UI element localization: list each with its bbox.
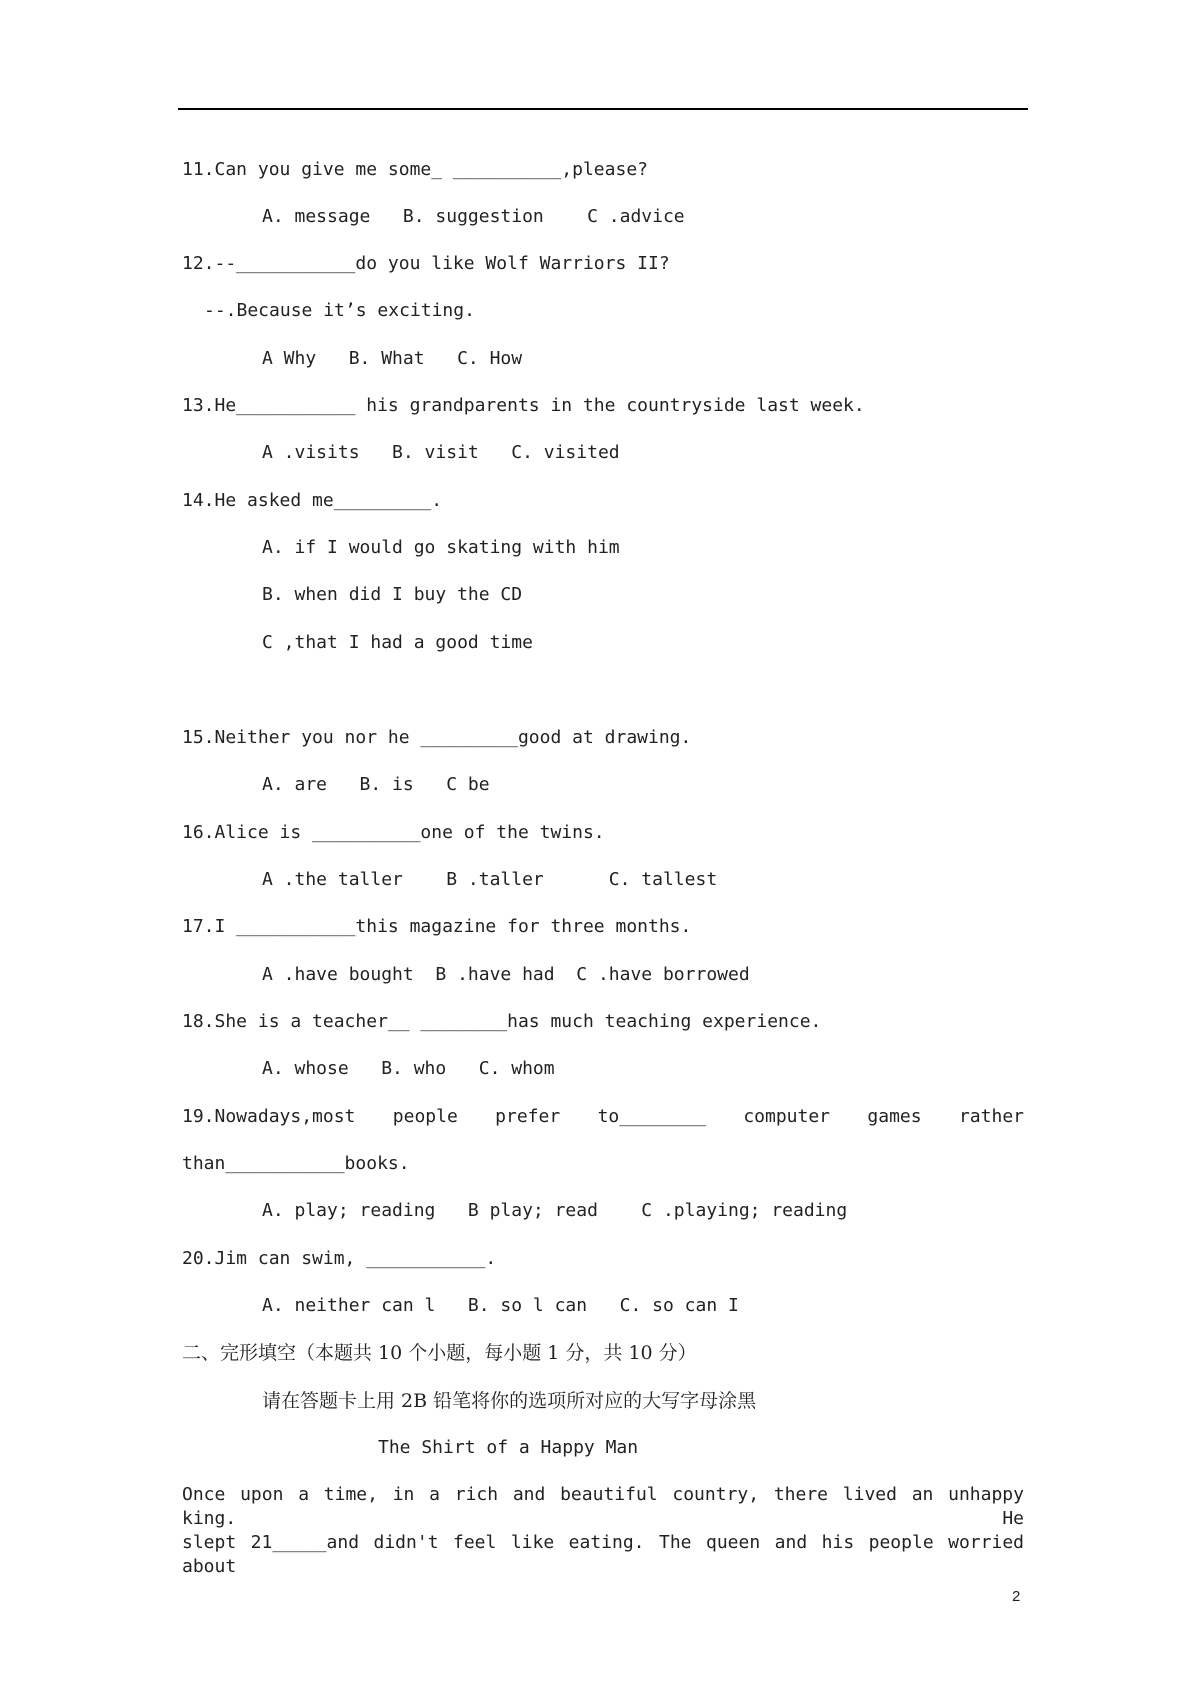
- question-13-options: A .visits B. visit C. visited: [262, 442, 620, 463]
- question-16-stem: 16.Alice is __________one of the twins.: [182, 822, 605, 843]
- question-19-stem-line1: 19.Nowadays,most people prefer to________ computer games rather: [182, 1106, 1024, 1127]
- passage-title: The Shirt of a Happy Man: [378, 1437, 639, 1458]
- question-11-options: A. message B. suggestion C .advice: [262, 206, 685, 227]
- question-12-answer: --.Because it’s exciting.: [204, 300, 475, 321]
- page-number: 2: [1012, 1588, 1021, 1605]
- question-16-options: A .the taller B .taller C. tallest: [262, 869, 718, 890]
- question-15-options: A. are B. is C be: [262, 774, 490, 795]
- question-12-stem: 12.--___________do you like Wolf Warriors II?: [182, 253, 670, 274]
- header-rule: [178, 108, 1028, 110]
- question-18-stem: 18.She is a teacher__ ________has much teaching experience.: [182, 1011, 822, 1032]
- question-17-options: A .have bought B .have had C .have borrowed: [262, 964, 750, 985]
- question-15-stem: 15.Neither you nor he _________good at drawing.: [182, 727, 692, 748]
- question-14-option-b: B. when did I buy the CD: [262, 584, 523, 605]
- question-18-options: A. whose B. who C. whom: [262, 1058, 555, 1079]
- section-2-instruction: 请在答题卡上用 2B 铅笔将你的选项所对应的大写字母涂黑: [262, 1390, 757, 1412]
- question-20-options: A. neither can l B. so l can C. so can I: [262, 1295, 739, 1316]
- question-11-stem: 11.Can you give me some_ __________,please?: [182, 159, 648, 180]
- question-14-option-c: C ,that I had a good time: [262, 632, 533, 653]
- question-14-option-a: A. if I would go skating with him: [262, 537, 620, 558]
- passage-line-1: Once upon a time, in a rich and beautiful country, there lived an unhappy king. He: [182, 1484, 1024, 1529]
- section-2-heading: 二、完形填空（本题共 10 个小题，每小题 1 分，共 10 分）: [182, 1342, 697, 1364]
- question-19-options: A. play; reading B play; read C .playing; reading: [262, 1200, 848, 1221]
- question-19-stem-line2: than___________books.: [182, 1153, 410, 1174]
- passage-line-2: slept 21_____and didn't feel like eating. The queen and his people worried about: [182, 1532, 1024, 1577]
- question-20-stem: 20.Jim can swim, ___________.: [182, 1248, 497, 1269]
- question-12-options: A Why B. What C. How: [262, 348, 523, 369]
- question-13-stem: 13.He___________ his grandparents in the countryside last week.: [182, 395, 865, 416]
- question-17-stem: 17.I ___________this magazine for three months.: [182, 916, 692, 937]
- question-14-stem: 14.He asked me_________.: [182, 490, 443, 511]
